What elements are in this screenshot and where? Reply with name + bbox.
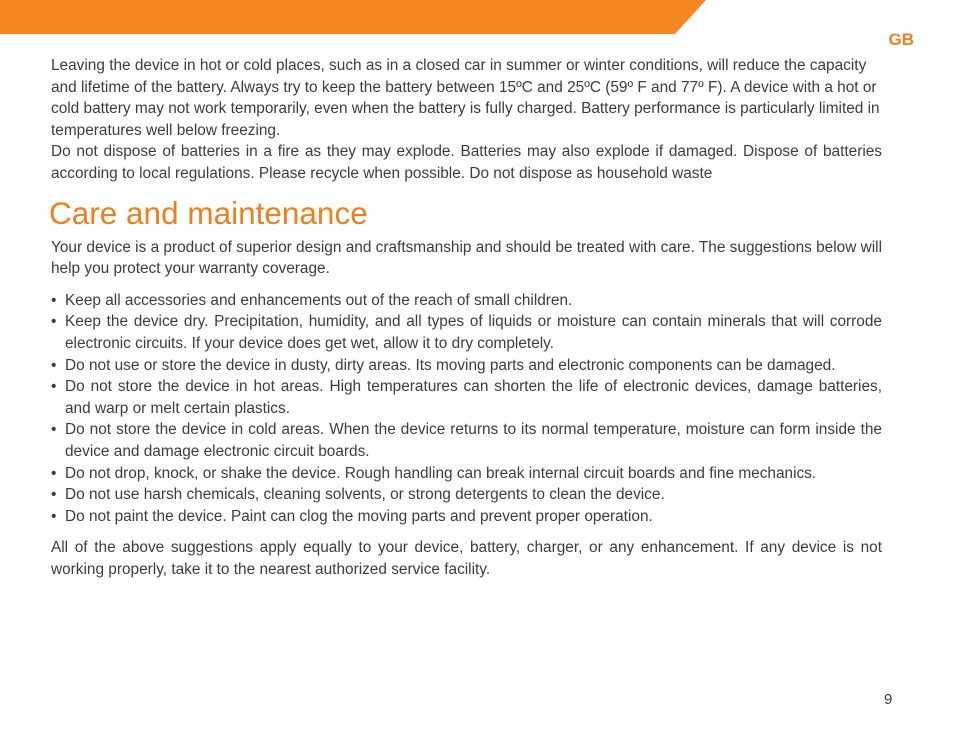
- list-item: • Do not drop, knock, or shake the device. Rough handling can break internal circuit boards and fine mechanics.: [51, 463, 882, 485]
- list-item: • Keep the device dry. Precipitation, humidity, and all types of liquids or moisture can contain minerals that will corrode electronic circuits. If your device does get wet, allow it to dry completely.: [51, 311, 882, 354]
- battery-temperature-paragraph: Leaving the device in hot or cold places, such as in a closed car in summer or winter conditions, will reduce the capacity and lifetime of the battery. Always try to keep the battery between 15ºC and 25ºC (59º F and 77º F). A device with a hot or cold battery may not work temporarily, even when the battery is fully charged. Battery performance is particularly limited in temperatures well below freezing.: [51, 57, 880, 139]
- list-item: • Do not store the device in hot areas. High temperatures can shorten the life of electronic devices, damage batteries, and warp or melt certain plastics.: [51, 376, 882, 419]
- list-item: • Do not store the device in cold areas. When the device returns to its normal temperature, moisture can form inside the device and damage electronic circuit boards.: [51, 419, 882, 462]
- header-orange-band: [0, 0, 954, 34]
- list-item: • Do not paint the device. Paint can clog the moving parts and prevent proper operation.: [51, 506, 882, 528]
- list-item: • Do not use harsh chemicals, cleaning solvents, or strong detergents to clean the device.: [51, 484, 882, 506]
- battery-disposal-paragraph: Do not dispose of batteries in a fire as they may explode. Batteries may also explode if damaged. Dispose of batteries according to local regulations. Please recycle when possible. Do not dispose as household waste: [51, 143, 882, 182]
- care-suggestion-list: [51, 290, 882, 528]
- page-number: 9: [884, 691, 893, 708]
- list-item: • Do not use or store the device in dusty, dirty areas. Its moving parts and electronic components can be damaged.: [51, 355, 882, 377]
- list-item: • Keep all accessories and enhancements out of the reach of small children.: [51, 290, 882, 312]
- language-tag: GB: [888, 30, 914, 49]
- page-content: [51, 55, 882, 580]
- care-closing-paragraph: All of the above suggestions apply equally to your device, battery, charger, or any enhancement. If any device is not working properly, take it to the nearest authorized service facility.: [51, 539, 882, 578]
- section-title: Care and maintenance: [49, 194, 368, 231]
- care-intro-paragraph: Your device is a product of superior design and craftsmanship and should be treated with care. The suggestions below will help you protect your warranty coverage.: [51, 238, 882, 278]
